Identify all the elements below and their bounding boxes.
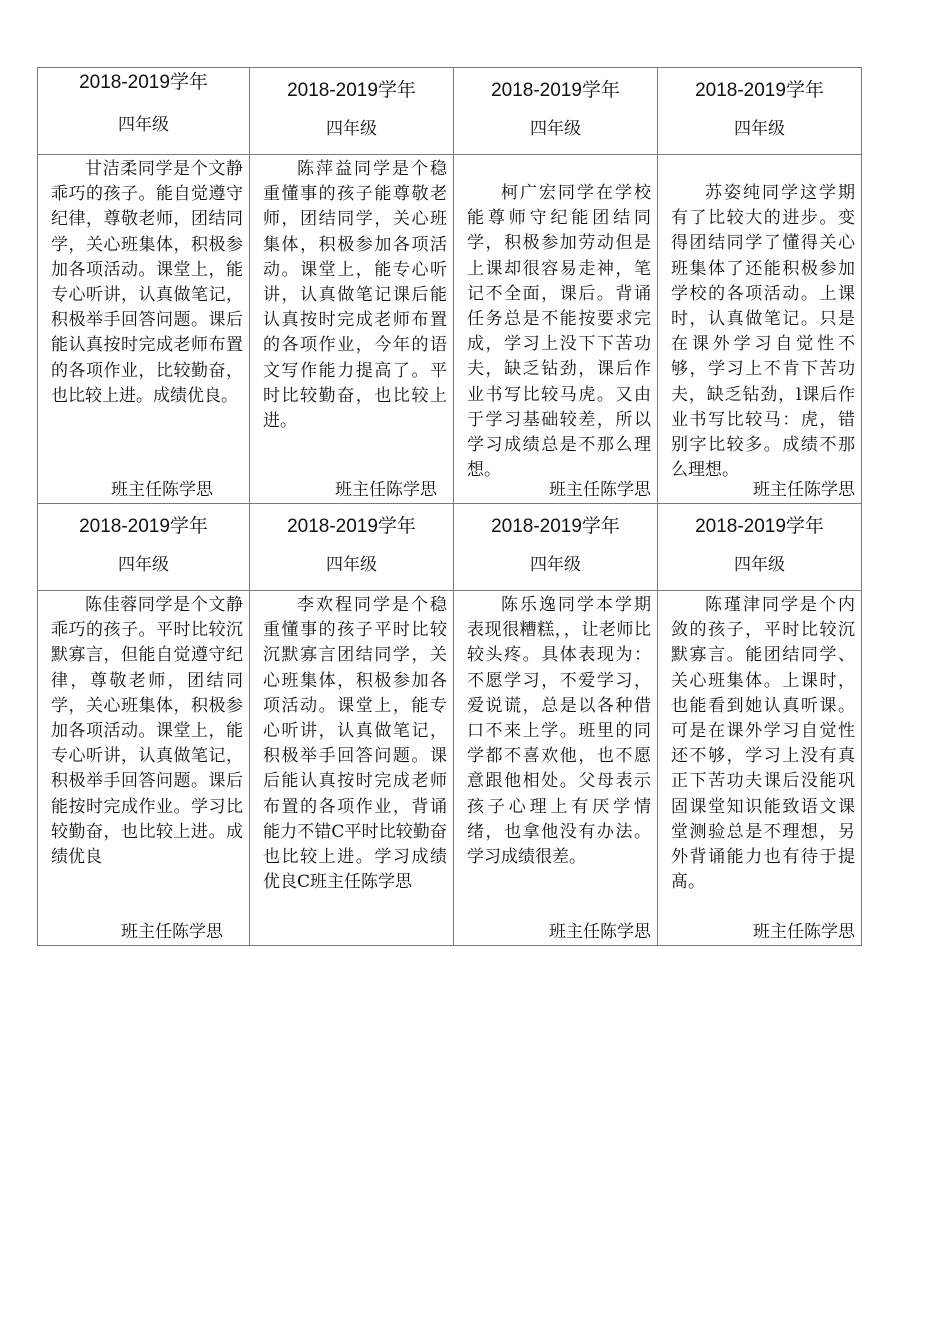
- student-comment: 陈佳蓉同学是个文静乖巧的孩子。平时比较沉默寡言，但能自觉遵守纪律，尊敬老师，团结同学，关心班集体，积极参加各项活动。课堂上，能专心听讲，认真做笔记，积极举手回答问题。课后能按时完成作业。学习比较勤奋，也比较上进。成绩优良: [51, 595, 243, 868]
- comment-cell: [250, 155, 454, 504]
- grade-label: 四年级: [530, 119, 581, 139]
- grade-label: 四年级: [118, 115, 169, 135]
- comment-cell: [658, 591, 862, 946]
- header-cell: [454, 504, 658, 591]
- header-cell: [38, 504, 250, 591]
- student-comment-table: [37, 67, 862, 946]
- header-cell: [454, 68, 658, 155]
- comment-cell: [250, 591, 454, 946]
- teacher-signature: 班主任陈学思: [121, 922, 223, 942]
- comment-row: [38, 591, 862, 946]
- grade-label: 四年级: [326, 555, 377, 575]
- student-comment: 陈萍益同学是个稳重懂事的孩子能尊敬老师，团结同学，关心班集体，积极参加各项活动。课堂上，能专心听讲，认真做笔记课后能认真按时完成老师布置的各项作业，今年的语文写作能力提高了。平时比较勤奋，也比较上进。: [263, 159, 447, 432]
- comment-cell: [38, 155, 250, 504]
- school-year: 2018-2019学年: [287, 516, 416, 537]
- header-cell: [250, 68, 454, 155]
- comment-cell: [454, 155, 658, 504]
- school-year: 2018-2019学年: [79, 72, 208, 93]
- school-year: 2018-2019学年: [695, 80, 824, 101]
- header-cell: [38, 68, 250, 155]
- student-comment: 柯广宏同学在学校能尊师守纪能团结同学，积极参加劳动但是上课却很容易走神，笔记不全面，课后。背诵任务总是不能按要求完成，学习上没下下苦功夫，缺乏钻劲，课后作业书写比较马虎。又由于学习基础较差，所以学习成绩总是不那么理想。: [467, 183, 651, 481]
- header-cell: [250, 504, 454, 591]
- school-year: 2018-2019学年: [695, 516, 824, 537]
- grade-label: 四年级: [118, 555, 169, 575]
- teacher-signature: 班主任陈学思: [753, 480, 855, 500]
- student-comment: 苏姿纯同学这学期有了比较大的进步。变得团结同学了懂得关心班集体了还能积极参加学校的各项活动。上课时，认真做笔记。只是在课外学习自觉性不够，学习上不肯下苦功夫，缺乏钻劲，l课后作业书写比较马：虎，错别字比较多。成绩不那么理想。: [671, 183, 855, 481]
- comment-cell: [38, 591, 250, 946]
- school-year: 2018-2019学年: [287, 80, 416, 101]
- teacher-signature: 班主任陈学思: [549, 922, 651, 942]
- comment-row: [38, 155, 862, 504]
- header-row: [38, 68, 862, 155]
- teacher-signature: 班主任陈学思: [111, 480, 213, 500]
- grade-label: 四年级: [734, 555, 785, 575]
- teacher-signature: 班主任陈学思: [549, 480, 651, 500]
- comment-cell: [454, 591, 658, 946]
- teacher-signature: 班主任陈学思: [335, 480, 437, 500]
- header-row: [38, 504, 862, 591]
- student-comment: 陈瑾津同学是个内敛的孩子，平时比较沉默寡言。能团结同学、关心班集体。上课时，也能看到她认真听课。可是在课外学习自觉性还不够，学习上没有真正下苦功夫课后没能巩固课堂知识能致语文课堂测验总是不理想，另外背诵能力也有待于提髙。: [671, 595, 855, 893]
- header-cell: [658, 68, 862, 155]
- student-comment: 李欢程同学是个稳重懂事的孩子平时比较沉默寡言团结同学，关心班集体，积极参加各项活动。课堂上，能专心听讲，认真做笔记，积极举手回答问题。课后能认真按时完成老师布置的各项作业，背诵能力不错C平时比较勤奋也比较上进。学习成绩优良C班主任陈学思: [263, 595, 447, 893]
- school-year: 2018-2019学年: [491, 516, 620, 537]
- header-cell: [658, 504, 862, 591]
- grade-label: 四年级: [530, 555, 581, 575]
- grade-label: 四年级: [326, 119, 377, 139]
- student-comment: 甘洁柔同学是个文静乖巧的孩子。能自觉遵守纪律，尊敬老师，团结同学，关心班集体，积极参加各项活动。课堂上，能专心听讲，认真做笔记，积极举手回答问题。课后能认真按时完成老师布置的各项作业，比较勤奋，也比较上进。成绩优良。: [51, 159, 243, 406]
- grade-label: 四年级: [734, 119, 785, 139]
- school-year: 2018-2019学年: [491, 80, 620, 101]
- student-comment: 陈乐逸同学本学期表现很糟糕，，让老师比较头疼。具体表现为：不愿学习，不爱学习，爱说谎，总是以各种借口不来上学。班里的同学都不喜欢他，也不愿意跟他相处。父母表示孩子心理上有厌学情绪，也拿他没有办法。学习成绩很差。: [467, 595, 651, 868]
- school-year: 2018-2019学年: [79, 516, 208, 537]
- comment-cell: [658, 155, 862, 504]
- teacher-signature: 班主任陈学思: [753, 922, 855, 942]
